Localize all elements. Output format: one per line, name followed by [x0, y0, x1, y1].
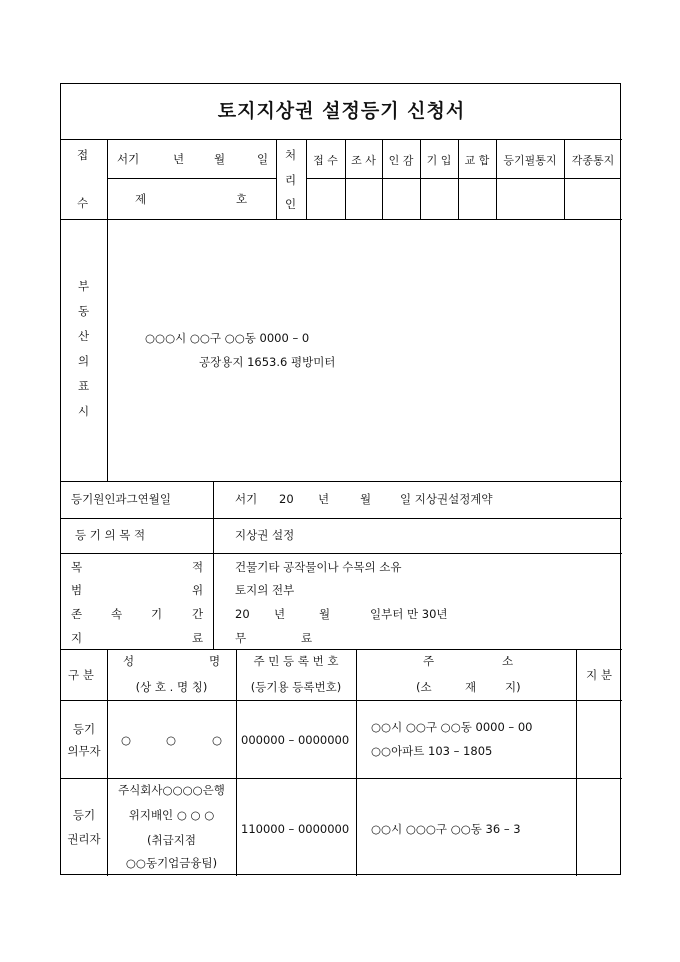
header-address-sub-3: 지) — [505, 680, 521, 694]
property-label-4: 의 — [78, 354, 90, 368]
page-title: 토지지상권 설정등기 신청서 — [217, 100, 466, 122]
processor-label-1: 처 — [285, 148, 297, 162]
property-label-1: 부 — [78, 279, 90, 293]
rights-scope-value: 토지의 전부 — [235, 583, 295, 597]
date-day: 일 — [257, 152, 269, 166]
col-seal: 인 감 — [388, 154, 414, 167]
rights-scope-label-1: 범 — [71, 583, 83, 597]
rights-term-label-4: 간 — [192, 607, 204, 621]
divider — [356, 649, 357, 876]
header-id: 주 민 등 록 번 호 — [253, 654, 339, 668]
property-label-2: 동 — [78, 304, 90, 318]
divider — [61, 778, 622, 779]
col-entry: 기 입 — [426, 154, 452, 167]
rights-rent-label-2: 료 — [192, 631, 204, 645]
cause-era: 서기 — [235, 492, 258, 506]
rights-term-value-num: 20 — [235, 607, 250, 621]
divider — [107, 178, 276, 179]
rights-term-label-2: 속 — [111, 607, 123, 621]
header-share: 지 분 — [586, 668, 612, 682]
purpose-label: 등 기 의 목 적 — [75, 528, 146, 542]
rights-term-value-month: 월 — [319, 607, 331, 621]
obligee-name-4: ○○동기업금융팀) — [125, 856, 218, 870]
rights-rent-value-2: 료 — [301, 631, 313, 645]
obligor-name-1: ○ — [121, 733, 132, 747]
header-name-2: 명 — [209, 654, 221, 668]
header-id-sub: (등기용 등록번호) — [250, 680, 342, 694]
obligee-type-1: 등기 — [72, 808, 96, 822]
divider — [382, 139, 383, 219]
property-detail: 공장용지 1653.6 평방미터 — [199, 355, 336, 369]
divider — [107, 219, 108, 481]
header-address-sub-2: 재 — [465, 680, 477, 694]
header-name-1: 성 — [123, 654, 135, 668]
processor-label-3: 인 — [285, 197, 297, 211]
obligee-name-2: 위지배인 ○ ○ ○ — [128, 808, 215, 822]
rights-term-value-rest: 일부터 만 30년 — [370, 607, 448, 621]
rights-term-label-1: 존 — [71, 607, 83, 621]
rights-rent-value-1: 무 — [235, 631, 247, 645]
divider — [107, 139, 108, 219]
rights-scope-label-2: 위 — [192, 583, 204, 597]
divider — [61, 139, 622, 140]
date-month: 월 — [214, 152, 226, 166]
obligor-type-2: 의무자 — [67, 744, 101, 758]
obligee-type-2: 권리자 — [67, 832, 101, 846]
divider — [61, 481, 622, 482]
purpose-value: 지상권 설정 — [235, 528, 295, 542]
cause-year: 년 — [318, 492, 330, 506]
col-receipt: 접 수 — [313, 154, 338, 167]
divider — [61, 649, 622, 650]
rights-term-label-3: 기 — [151, 607, 163, 621]
header-address-2: 소 — [502, 654, 514, 668]
divider — [213, 481, 214, 649]
processor-label-2: 리 — [285, 173, 297, 187]
divider — [420, 139, 421, 219]
obligor-type-1: 등기 — [72, 722, 96, 736]
obligor-name-2: ○ — [166, 733, 177, 747]
property-label-5: 표 — [78, 379, 90, 393]
divider — [61, 518, 622, 519]
divider — [306, 139, 307, 219]
rights-rent-label-1: 지 — [71, 631, 83, 645]
rights-purpose-label-1: 목 — [71, 560, 83, 574]
obligee-id: 110000 – 0000000 — [241, 822, 350, 836]
divider — [276, 139, 277, 219]
divider — [564, 139, 565, 219]
number-prefix: 제 — [135, 192, 147, 206]
obligor-name-3: ○ — [212, 733, 223, 747]
property-address: ○○○시 ○○구 ○○동 0000 – 0 — [145, 331, 310, 345]
reception-label-bottom: 수 — [77, 196, 89, 210]
divider — [496, 139, 497, 219]
obligee-address: ○○시 ○○○구 ○○동 36 – 3 — [371, 822, 521, 836]
header-address-1: 주 — [423, 654, 435, 668]
number-suffix: 호 — [236, 192, 248, 206]
divider — [61, 700, 622, 701]
divider — [61, 219, 622, 220]
col-inspection: 조 사 — [351, 154, 376, 167]
property-label-3: 산 — [78, 329, 90, 343]
application-form — [60, 83, 621, 875]
obligee-name-3: (취급지점 — [147, 833, 196, 847]
header-name-sub: (상 호 . 명 칭) — [135, 680, 208, 694]
divider — [306, 178, 621, 179]
cause-label: 등기원인과그연월일 — [71, 492, 171, 506]
obligor-address-1: ○○시 ○○구 ○○동 0000 – 00 — [371, 720, 533, 734]
cause-year-value: 20 — [279, 492, 294, 506]
col-completion-notice: 등기필통지 — [503, 154, 557, 167]
date-year: 년 — [173, 152, 185, 166]
rights-purpose-value: 건물기타 공작물이나 수목의 소유 — [235, 560, 402, 574]
property-label-6: 시 — [78, 404, 90, 418]
header-address-sub-1: (소 — [416, 680, 432, 694]
divider — [345, 139, 346, 219]
cause-month: 월 — [360, 492, 372, 506]
divider — [458, 139, 459, 219]
divider — [61, 553, 622, 554]
col-various-notice: 각종통지 — [571, 154, 615, 167]
obligor-address-2: ○○아파트 103 – 1805 — [371, 744, 493, 758]
reception-label-top: 접 — [77, 148, 89, 162]
header-type: 구 분 — [68, 668, 94, 682]
obligor-id: 000000 – 0000000 — [241, 733, 350, 747]
date-era: 서기 — [117, 152, 140, 166]
divider — [576, 649, 577, 876]
rights-term-value-year: 년 — [274, 607, 286, 621]
obligee-name-1: 주식회사○○○○은행 — [118, 783, 225, 797]
col-check: 교 합 — [464, 154, 490, 167]
rights-purpose-label-2: 적 — [192, 560, 204, 574]
cause-contract: 일 지상권설정계약 — [400, 492, 493, 506]
